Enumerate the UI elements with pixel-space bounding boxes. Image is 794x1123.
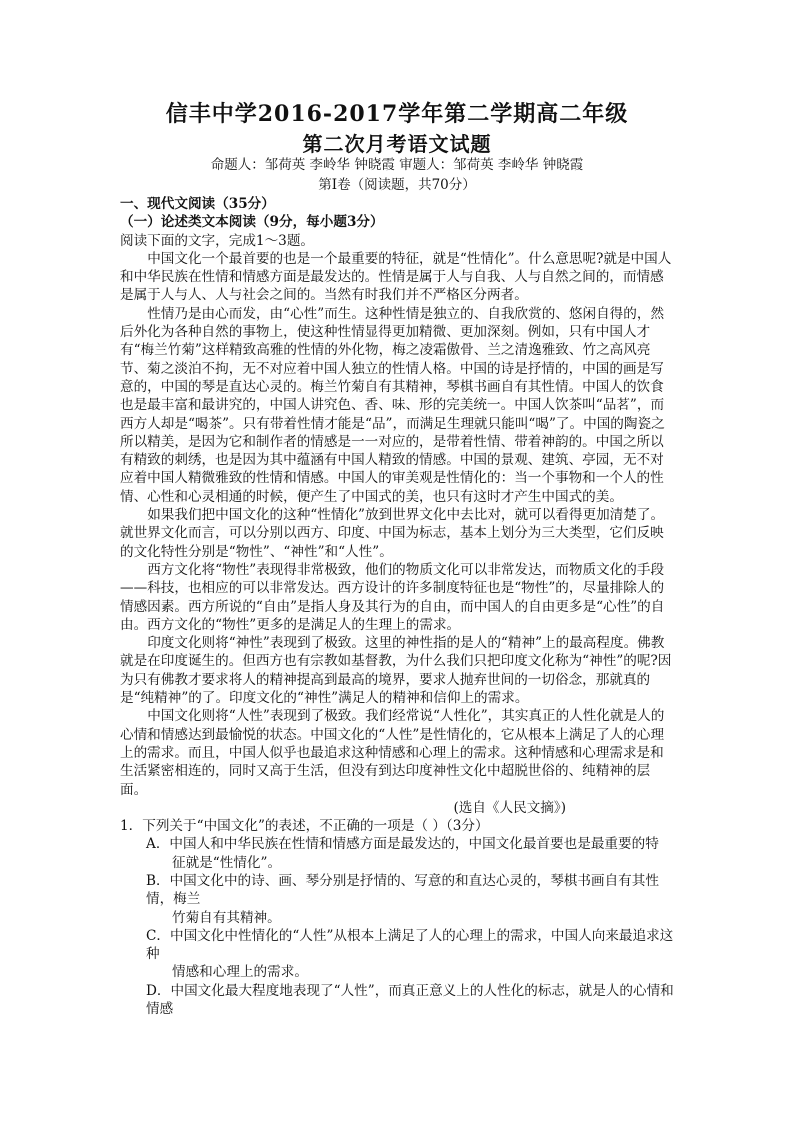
question-1-option-b: B．中国文化中的诗、画、琴分别是抒情的、写意的和直达心灵的，琴棋书画自有其性情，梅兰 — [146, 872, 659, 908]
article-paragraph-2: 性情乃是由心而发，由“心性”而生。这种性情是独立的、自我欣赏的、悠闲自得的，然后外化为各种自然的事物上，使这种性情显得更加精微、更加深刻。例如，只有中国人才有“梅兰竹菊”这样精致高雅的性情的外化物，梅之凌霜傲骨、兰之清逸雅致、竹之高风亮节、菊之淡泊不拘，无不对应着中国人独立的性情人格。中国的诗是抒情的，中国的画是写意的，中国的琴是直达心灵的。梅兰竹菊自有其精神，琴棋书画自有其性情。中国人的饮食也是最丰富和最讲究的，中国人讲究色、香、味、形的完美统一。中国人饮茶叫“品茗”，而西方人却是“喝茶”。只有带着性情才能是“品”，而满足生理就只能叫“喝”了。中国的陶瓷之所以精美，是因为它和制作者的情感是一一对应的，是带着性情、带着神韵的。中国之所以有精致的刺绣，也是因为其中蕴涵有中国人精致的情感。中国的景观、建筑、亭园，无不对应着中国人精微雅致的性情和情感。中国人的审美观是性情化的：当一个事物和一个人的性情、心性和心灵相通的时候，便产生了中国式的美，也只有这时才产生中国式的美。 — [120, 305, 665, 505]
article-paragraph-6: 中国文化则将“人性”表现到了极致。我们经常说“人性化”，其实真正的人性化就是人的心情和情感达到最愉悦的状态。中国文化的“人性”是性情化的，它从根本上满足了人的心理上的需求。而且，中国人似乎也最追求这种情感和心理上的需求。这种情感和心理需求是和生活紧密相连的，同时又高于生活，但没有到达印度神性文化中超脱世俗的、纯精神的层面。 — [120, 708, 665, 798]
question-1-option-d: D．中国文化最大程度地表现了“人性”，而真正意义上的人性化的标志，就是人的心情和情感 — [146, 982, 674, 1018]
section-heading: 一、现代文阅读（35分） — [120, 196, 275, 212]
article-paragraph-4: 西方文化将“物性”表现得非常极致，他们的物质文化可以非常发达，而物质文化的手段——科技，也相应的可以非常发达。西方设计的许多制度特征也是“物性”的，尽量排除人的情感因素。西方所说的“自由”是指人身及其行为的自由，而中国人的自由更多是“心性”的自由。西方文化的“物性”更多的是满足人的生理上的需求。 — [120, 561, 665, 633]
article-source: (选自《人民文摘》) — [453, 799, 566, 816]
question-1-option-b-cont: 竹菊自有其精神。 — [172, 909, 281, 926]
article-paragraph-1: 中国文化一个最首要的也是一个最重要的特征，就是“性情化”。什么意思呢?就是中国人和中华民族在性情和情感方面是最发达的。性情是属于人与自我、人与自然之间的，而情感是属于人与人、人与社会之间的。当然有时我们并不严格区分两者。 — [120, 250, 672, 304]
question-1-stem: 1．下列关于“中国文化”的表述，不正确的一项是（ ）（3分） — [120, 818, 489, 835]
exam-title-line1: 信丰中学2016-2017学年第二学期高二年级 — [165, 101, 629, 127]
question-1-option-c-cont: 情感和心理上的需求。 — [172, 964, 308, 981]
article-paragraph-5: 印度文化则将“神性”表现到了极致。这里的神性指的是人的“精神”上的最高程度。佛教就是在印度诞生的。但西方也有宗教如基督教，为什么我们只把印度文化称为“神性”的呢?因为只有佛教才要求将人的精神提高到最高的境界，要求人抛弃世间的一切俗念，那就真的是“纯精神”的了。印度文化的“神性”满足人的精神和信仰上的需求。 — [120, 635, 672, 707]
question-1-option-a: A．中国人和中华民族在性情和情感方面是最发达的，中国文化最首要也是最重要的特 — [146, 836, 659, 853]
question-1-option-c: C．中国文化中性情化的“人性”从根本上满足了人的心理上的需求，中国人向来最追求这种 — [146, 927, 674, 963]
question-1-option-a-cont: 征就是“性情化”。 — [172, 854, 282, 871]
volume-label: 第Ⅰ卷（阅读题，共70分） — [318, 177, 476, 193]
exam-authors: 命题人：邹荷英 李岭华 钟晓霞 审题人：邹荷英 李岭华 钟晓霞 — [210, 157, 584, 173]
article-paragraph-3: 如果我们把中国文化的这种“性情化”放到世界文化中去比对，就可以看得更加清楚了。就世界文化而言，可以分别以西方、印度、中国为标志，基本上划分为三大类型，它们反映的文化特性分别是“物性”、“神性”和“人性”。 — [120, 507, 665, 560]
section-subheading: （一）论述类文本阅读（9分，每小题3分） — [120, 214, 384, 231]
exam-title-line2: 第二次月考语文试题 — [302, 132, 492, 156]
document-body — [120, 195, 676, 1018]
reading-instruction: 阅读下面的文字，完成1～3题。 — [120, 232, 315, 249]
